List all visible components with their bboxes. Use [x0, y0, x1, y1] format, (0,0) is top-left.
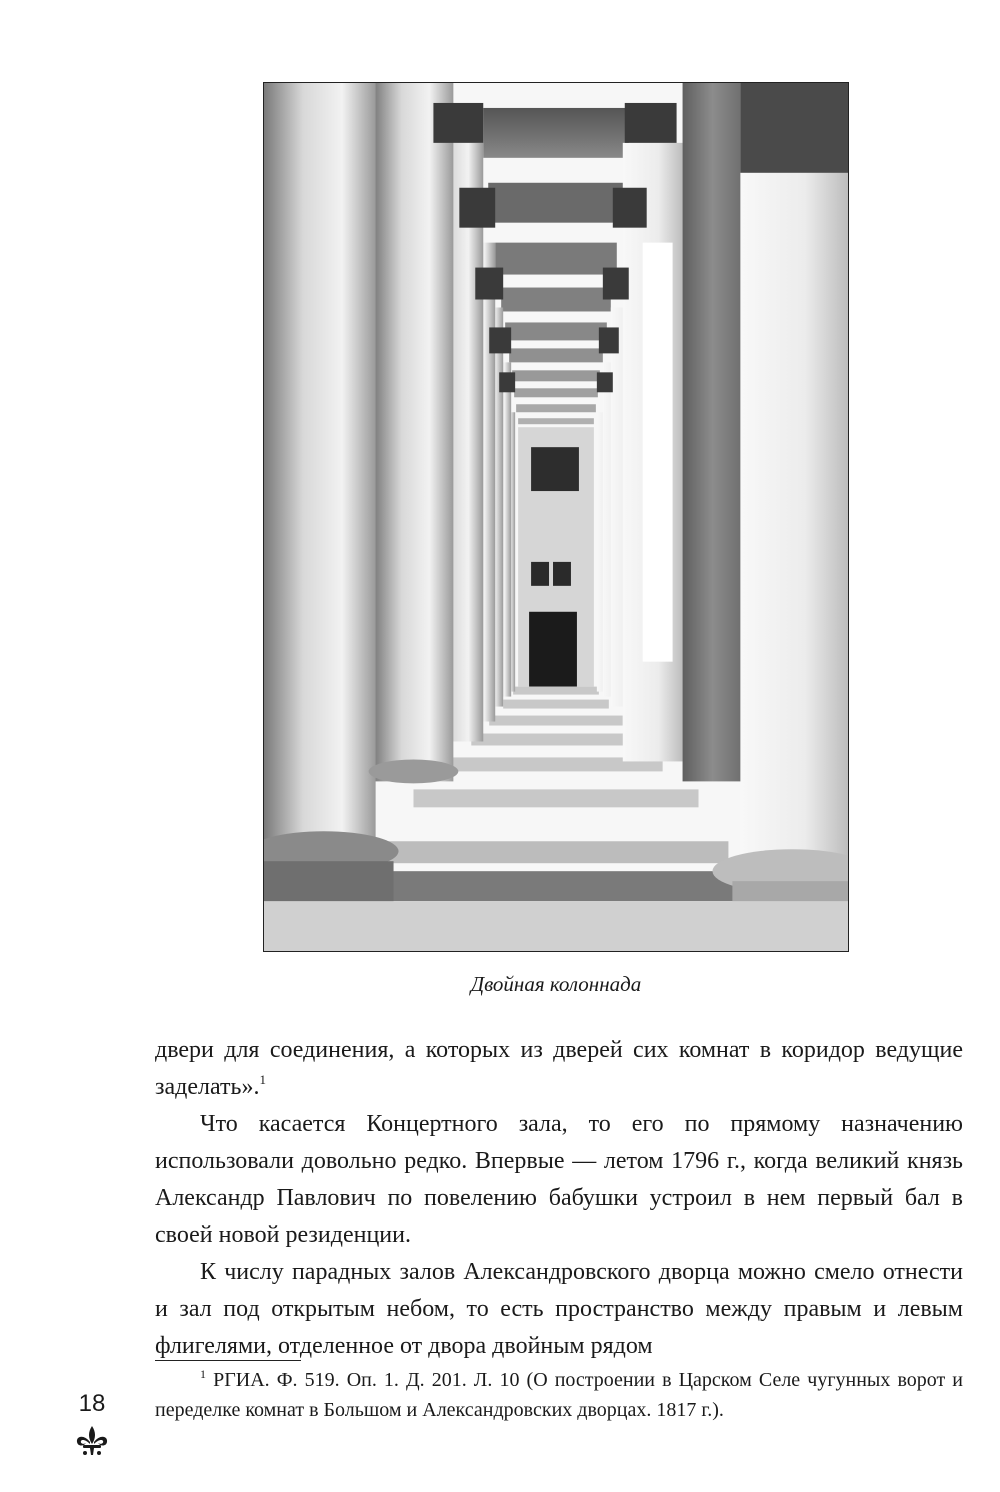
- figure-caption: Двойная колоннада: [470, 972, 642, 996]
- colonnade-illustration: [264, 83, 848, 951]
- footnote-divider: [155, 1360, 301, 1361]
- paragraph-1-text: двери для соединения, а которых из дверей сих комнат в коридор ведущие заделать».: [155, 1037, 963, 1100]
- footnote: [155, 1365, 963, 1425]
- footnote-text: РГИА. Ф. 519. Оп. 1. Д. 201. Л. 10 (О построении в Царском Селе чугунных ворот и переделке комнат в Большом и Александровских дворцах. 1817 г.).: [155, 1369, 964, 1421]
- footnote-ref: 1: [259, 1072, 266, 1087]
- paragraph-2: Что касается Концертного зала, то его по прямому назначению использовали довольно редко. Впервые — летом 1796 г., когда великий князь Александр Павлович по повелению бабушки устроил в нем первый бал в своей новой резиденции.: [155, 1111, 963, 1248]
- paragraph-1: [155, 1032, 963, 1106]
- fleur-de-lis-ornament-icon: [72, 1424, 112, 1458]
- colonnade-photo: [263, 82, 849, 952]
- paragraph-3: К числу парадных залов Александровского дворца можно смело отнести и зал под открытым небом, то есть пространство между правым и левым флигелями, отделенное от двора двойным рядом: [155, 1259, 963, 1359]
- page-number: 18: [78, 1390, 106, 1417]
- footnote-mark: 1: [200, 1367, 206, 1381]
- body-text: [155, 1032, 963, 1365]
